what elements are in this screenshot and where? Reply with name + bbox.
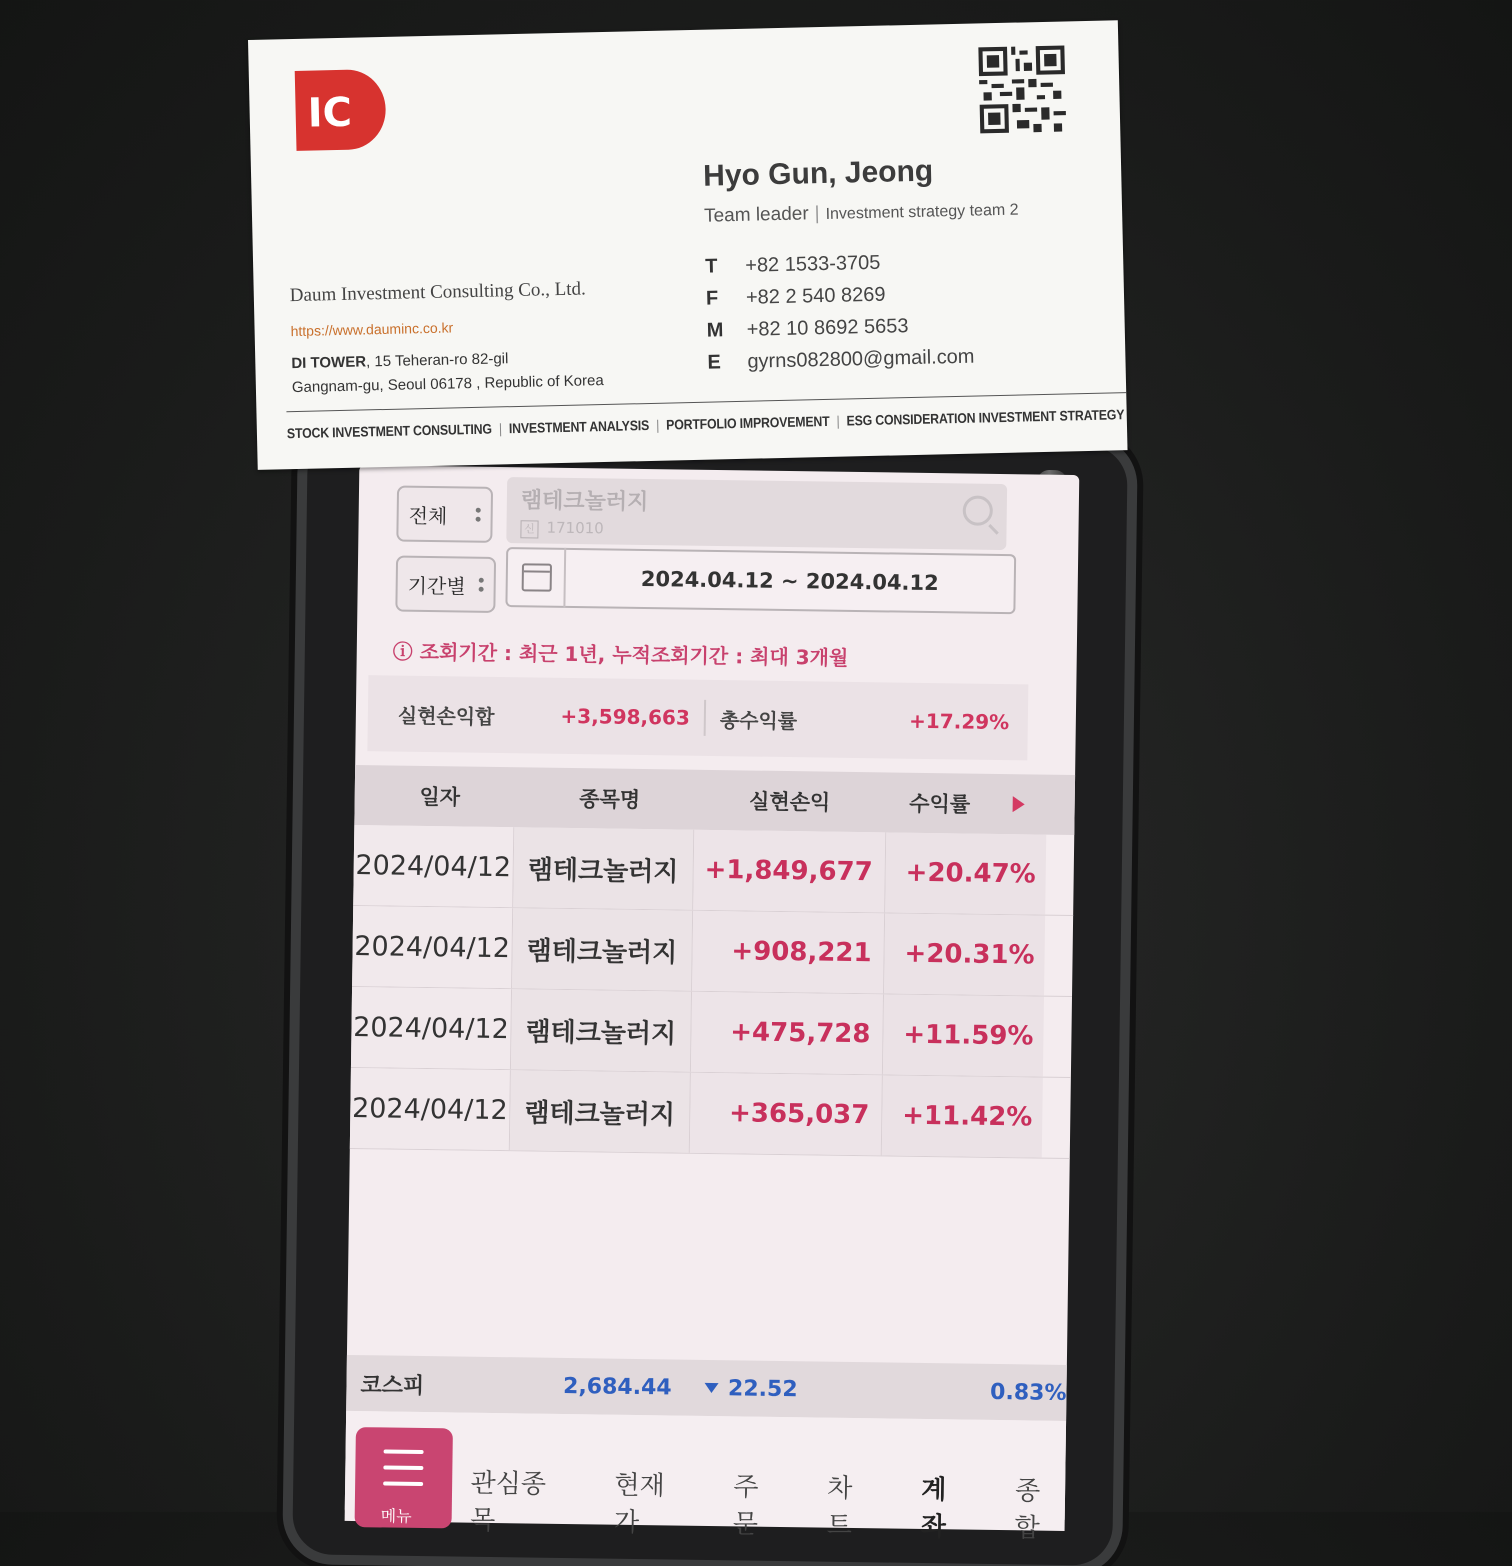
menu-button[interactable] [355,1427,454,1528]
row-return-rate: +20.31% [884,913,1045,995]
bottom-nav [345,1411,1066,1544]
index-pct: 0.83% [989,1379,1067,1406]
realized-sum-label: 실현손익합 [397,703,495,729]
row-stock-name: 램테크놀러지 [510,1070,691,1153]
index-change: 22.52 [727,1375,798,1402]
nav-account[interactable]: 계좌 [920,1474,947,1543]
address-building: DI TOWER [291,353,367,373]
nav-overview[interactable]: 종합 [1014,1476,1041,1544]
row-date: 2024/04/12 [353,825,514,907]
calendar-icon[interactable] [522,563,552,591]
contact-fax [706,284,886,311]
table-row[interactable] [350,1068,1071,1159]
row-realized-pl: +1,849,677 [693,830,886,913]
title-divider: | [814,203,820,225]
address-line1 [291,350,508,372]
logo-text: IC [307,89,353,137]
down-arrow-icon [704,1383,718,1393]
search-stock-name: 램테크놀러지 [520,488,649,516]
row-date: 2024/04/12 [350,1068,511,1150]
kebab-icon [479,578,484,592]
contact-value: +82 10 8692 5653 [746,315,909,341]
company-name: Daum Investment Consulting Co., Ltd. [289,278,587,307]
hamburger-icon [383,1465,423,1470]
row-realized-pl: +908,221 [692,911,885,994]
period-row [395,556,496,613]
service-item: STOCK INVESTMENT CONSULTING [286,420,492,442]
col-stock-name[interactable]: 종목명 [579,787,641,812]
nav-chart[interactable]: 차트 [826,1473,853,1542]
contact-key: T [705,255,718,278]
company-logo-icon [295,69,387,151]
search-stock-code-line [520,518,992,545]
service-item: PORTFOLIO IMPROVEMENT [665,412,830,433]
contact-key: F [705,287,719,310]
contact-email [707,346,975,375]
period-select[interactable] [395,556,496,613]
person-title: Team leader [703,203,809,227]
service-item: ESG CONSIDERATION INVESTMENT STRATEGY [846,406,1125,429]
row-date: 2024/04/12 [352,906,513,988]
contact-value: gyrns082800@gmail.com [747,345,975,373]
person-title-line [704,199,1019,228]
date-range-picker[interactable] [505,547,1016,614]
company-website: https://www.dauminc.co.kr [290,319,454,340]
nav-order[interactable]: 주문 [732,1472,759,1540]
row-realized-pl: +365,037 [690,1073,883,1156]
contact-value: +82 1533-3705 [745,251,881,277]
realized-sum-value: +3,598,663 [560,703,691,730]
table-row[interactable] [351,987,1072,1078]
person-name: Hyo Gun, Jeong [702,154,934,193]
col-return-rate[interactable]: 수익률 [909,791,971,817]
index-name: 코스피 [360,1372,425,1399]
row-return-rate: +11.59% [883,994,1044,1076]
service-separator: | [498,420,503,437]
service-separator: | [655,416,660,433]
table-row[interactable] [353,825,1074,916]
row-return-rate: +20.47% [885,832,1046,914]
kebab-icon [476,508,481,522]
hamburger-icon [384,1449,424,1454]
row-stock-name: 램테크놀러지 [512,908,693,991]
nav-watchlist[interactable]: 관심종목 [469,1468,547,1537]
index-ticker[interactable] [346,1355,1067,1421]
filter-row [396,486,493,543]
col-realized-pl[interactable]: 실현손익 [748,789,831,815]
person-team: Investment strategy team 2 [825,201,1019,223]
business-card [248,20,1128,470]
index-change-group [704,1375,880,1402]
total-return-value: +17.29% [908,708,1010,735]
summary-divider [704,700,707,736]
table-row[interactable] [352,906,1073,997]
row-return-rate: +11.42% [882,1075,1043,1157]
contact-mobile [706,315,908,343]
qr-code-icon [978,45,1066,133]
services-line [287,406,1125,441]
period-select-label: 기간별 [407,573,466,599]
filter-select-label: 전체 [408,503,448,528]
row-stock-name: 램테크놀러지 [511,989,692,1072]
col-date[interactable]: 일자 [419,784,461,810]
contact-phone [705,252,881,279]
table-header [354,765,1075,835]
row-realized-pl: +475,728 [691,992,884,1075]
filter-select[interactable] [396,486,493,543]
contact-value: +82 2 540 8269 [745,283,886,309]
menu-label: 메뉴 [380,1506,412,1526]
nav-current-price[interactable]: 현재가 [613,1470,665,1539]
contact-key: E [707,351,722,374]
stock-search-field[interactable] [506,477,1007,550]
row-stock-name: 램테크놀러지 [513,827,694,910]
summary-bar [367,675,1028,760]
index-value: 2,684.44 [562,1373,672,1400]
address-street: , 15 Teheran-ro 82-gil [365,350,509,371]
phone-screen [345,465,1080,1544]
date-range-text: 2024.04.12 ~ 2024.04.12 [640,566,939,596]
contact-key: M [706,319,724,342]
service-separator: | [836,412,840,429]
new-listing-badge: 신 [520,520,538,538]
search-icon[interactable] [963,495,993,525]
service-item: INVESTMENT ANALYSIS [508,417,650,437]
total-return-label: 총수익률 [719,707,798,733]
hamburger-icon [383,1481,423,1486]
search-stock-code: 171010 [546,518,604,538]
scroll-right-icon[interactable] [1013,796,1025,812]
query-period-notice: ⓘ 조회기간 : 최근 1년, 누적조회기간 : 최대 3개월 [392,639,849,670]
address-line2: Gangnam-gu, Seoul 06178 , Republic of Korea [291,372,604,397]
row-date: 2024/04/12 [351,987,512,1069]
